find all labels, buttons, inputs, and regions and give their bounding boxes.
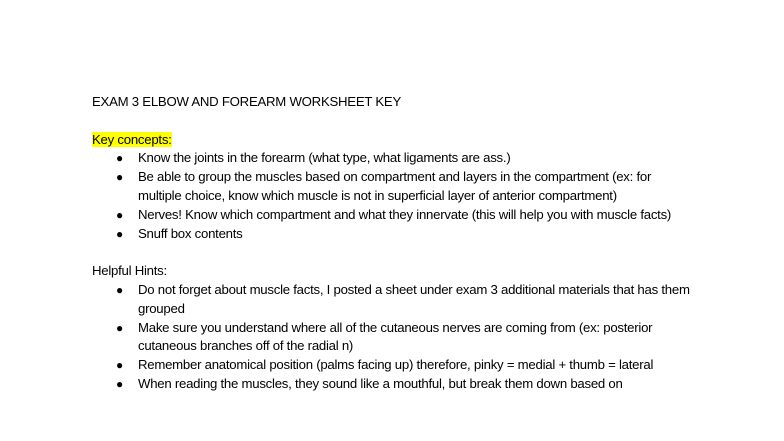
- list-item-text: Make sure you understand where all of the cutaneous nerves are coming from (ex: posterior cutaneous branches off of the radial n): [138, 319, 653, 354]
- list-item: [92, 356, 692, 375]
- blank-line: [92, 243, 692, 262]
- bullet-icon: ●: [116, 376, 123, 391]
- list-item: [92, 206, 692, 225]
- key-concepts-heading: [92, 131, 692, 150]
- bullet-icon: ●: [116, 207, 123, 222]
- bullet-icon: ●: [116, 320, 123, 335]
- highlighted-heading: Key concepts:: [92, 131, 172, 147]
- list-item: [92, 225, 692, 244]
- list-item-text: Do not forget about muscle facts, I posted a sheet under exam 3 additional materials that has them grouped: [138, 281, 690, 316]
- list-item-text: Remember anatomical position (palms facing up) therefore, pinky = medial + thumb = lateral: [138, 357, 654, 373]
- list-item: [92, 168, 692, 206]
- list-item-text: Be able to group the muscles based on compartment and layers in the compartment (ex: for multiple choice, know which muscle is not in superficial layer of anterior compartment): [138, 169, 652, 203]
- key-concepts-list: [92, 149, 692, 243]
- list-item: [92, 375, 692, 394]
- bullet-icon: ●: [116, 226, 123, 241]
- bullet-icon: ●: [116, 358, 123, 373]
- bullet-icon: ●: [116, 282, 123, 297]
- list-item: [92, 149, 692, 168]
- bullet-icon: ●: [116, 170, 123, 185]
- list-item: [92, 281, 692, 319]
- list-item-text: Know the joints in the forearm (what type, what ligaments are ass.): [138, 150, 511, 166]
- list-item: [92, 319, 692, 357]
- helpful-hints-heading: Helpful Hints:: [92, 263, 167, 279]
- helpful-hints-list: [92, 281, 692, 394]
- blank-line: [92, 112, 692, 131]
- bullet-icon: ●: [116, 151, 123, 166]
- list-item-text: When reading the muscles, they sound like a mouthful, but break them down based on: [138, 375, 623, 391]
- list-item-text: Nerves! Know which compartment and what they innervate (this will help you with muscle facts): [138, 206, 672, 222]
- document-body: [92, 93, 692, 394]
- document-title: EXAM 3 ELBOW AND FOREARM WORKSHEET KEY: [92, 94, 402, 109]
- list-item-text: Snuff box contents: [138, 225, 243, 241]
